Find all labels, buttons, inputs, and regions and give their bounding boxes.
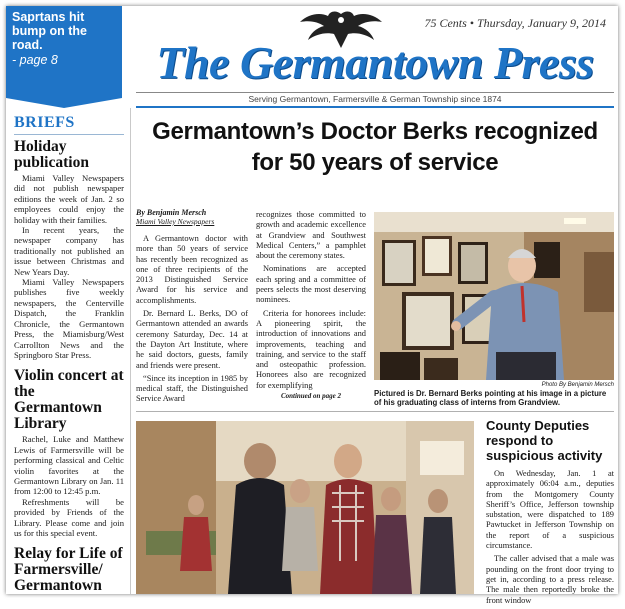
promo-page-ref: - page 8: [12, 53, 58, 67]
brief-title: Holiday publication: [14, 138, 89, 171]
briefs-sidebar: [14, 114, 124, 602]
brief-title: Violin concert at the Germantown Library: [14, 367, 124, 433]
brief-paragraph: In recent years, the newspaper company has traditionally not published an issue between Christmas and New Years Day.: [14, 225, 124, 277]
masthead-title: The Germantown Press: [156, 37, 594, 88]
masthead-underline: [136, 106, 614, 108]
story-paragraph: Dr. Bernard L. Berks, DO of Germantown attended an awards ceremony Saturday, Dec. 14 at the Dayton Art Institute, where he said doctors, guests, family and friends were present.: [136, 309, 248, 370]
brief-body: [14, 173, 124, 360]
promo-headline: Saprtans hit bump on the road.: [12, 10, 87, 52]
story-paragraph: recognizes those committed to growth and academic excellence at Grandview and Southwest Medical Centers,” a pamphlet about the ceremony states.: [256, 210, 366, 261]
brief-item: [14, 546, 124, 594]
byline-organization: Miami Valley Newspapers: [136, 217, 215, 226]
continued-link[interactable]: Continued on page 2: [280, 392, 342, 400]
masthead-rule: [136, 92, 614, 93]
section-rule: [136, 411, 614, 412]
byline: By Benjamin Mersch: [136, 208, 207, 217]
story-paragraph: On Wednesday, Jan. 1 at approximately 06:04 a.m., deputies from the Montgomery County Sheriff’s Office, Jefferson township substation, were dispatched to 189 Pawtucket in Jefferson Township on the report of a suspicious circumstance.: [486, 469, 614, 551]
column-divider: [130, 108, 131, 594]
story-paragraph: Criteria for honorees include: A pioneering spirit, the introduction of innovations and improvements, teaching and training, and service to the staff and osteopathic profession. Honorees also are recognized for exemplifying: [256, 308, 366, 390]
brief-title: Relay for Life of Farmersville/ Germantown: [14, 545, 123, 595]
newspaper-front-page: [6, 6, 618, 605]
story-column-2: [256, 210, 366, 394]
deputies-story: [486, 418, 614, 609]
story-paragraph: The caller advised that a male was pounding on the front door trying to get in, according to a press release. The male then reportedly broke the front window: [486, 554, 614, 605]
brief-paragraph: Miami Valley Newspapers did not publish newspaper editions the week of Jan. 2 so employees could enjoy the holiday with their families.: [14, 173, 124, 225]
brief-body: [14, 434, 124, 538]
brief-paragraph: Rachel, Luke and Matthew Lewis of Farmersville will be performing classical and Celtic violin favorites at the Germantown Library on Jan. 11 from 12:00 to 12:45 p.m.: [14, 434, 124, 497]
photo-credit: Photo By Benjamin Mersch: [541, 382, 614, 388]
story-column-1: [136, 234, 248, 408]
promo-arrow: [6, 98, 122, 108]
deputies-body: [486, 469, 614, 606]
masthead-tagline: Serving Germantown, Farmersville & German Township since 1874: [248, 94, 502, 104]
doctor-photo: [374, 212, 614, 380]
briefs-section-title: BRIEFS: [14, 114, 124, 135]
story-paragraph: Nominations are accepted each spring and a committee of peers selects the most deserving nominees.: [256, 264, 366, 305]
ceremony-photo: [136, 421, 474, 594]
brief-item: [14, 368, 124, 538]
story-paragraph: A Germantown doctor with more than 50 years of service has recently been recognized as one of three recipients of the 2013 Distinguished Service Award for his service and accomplishments.: [136, 234, 248, 305]
main-headline[interactable]: Germantown’s Doctor Berks recognized for 50 years of service: [152, 118, 598, 176]
brief-paragraph: Miami Valley Newspapers publishes five weekly newspapers, the Centerville Dispatch, the Franklin Chronicle, the Germantown Press, the Miamisburg/West Carrollton News and the Springboro Star Press.: [14, 277, 124, 360]
story-paragraph: “Since its inception in 1985 by medical staff, the Distinguished Service Award: [136, 373, 248, 404]
brief-paragraph: Refreshments will be provided by Friends of the Library. Please come and join us for this special event.: [14, 496, 124, 538]
sports-promo-box[interactable]: [6, 6, 122, 98]
photo-caption: Pictured is Dr. Bernard Berks pointing at his image in a picture of his graduating class of interns from Grandview.: [374, 389, 607, 408]
price-and-date: 75 Cents • Thursday, January 9, 2014: [424, 16, 606, 30]
deputies-headline[interactable]: County Deputies respond to suspicious activity: [486, 418, 603, 463]
brief-item: [14, 139, 124, 360]
